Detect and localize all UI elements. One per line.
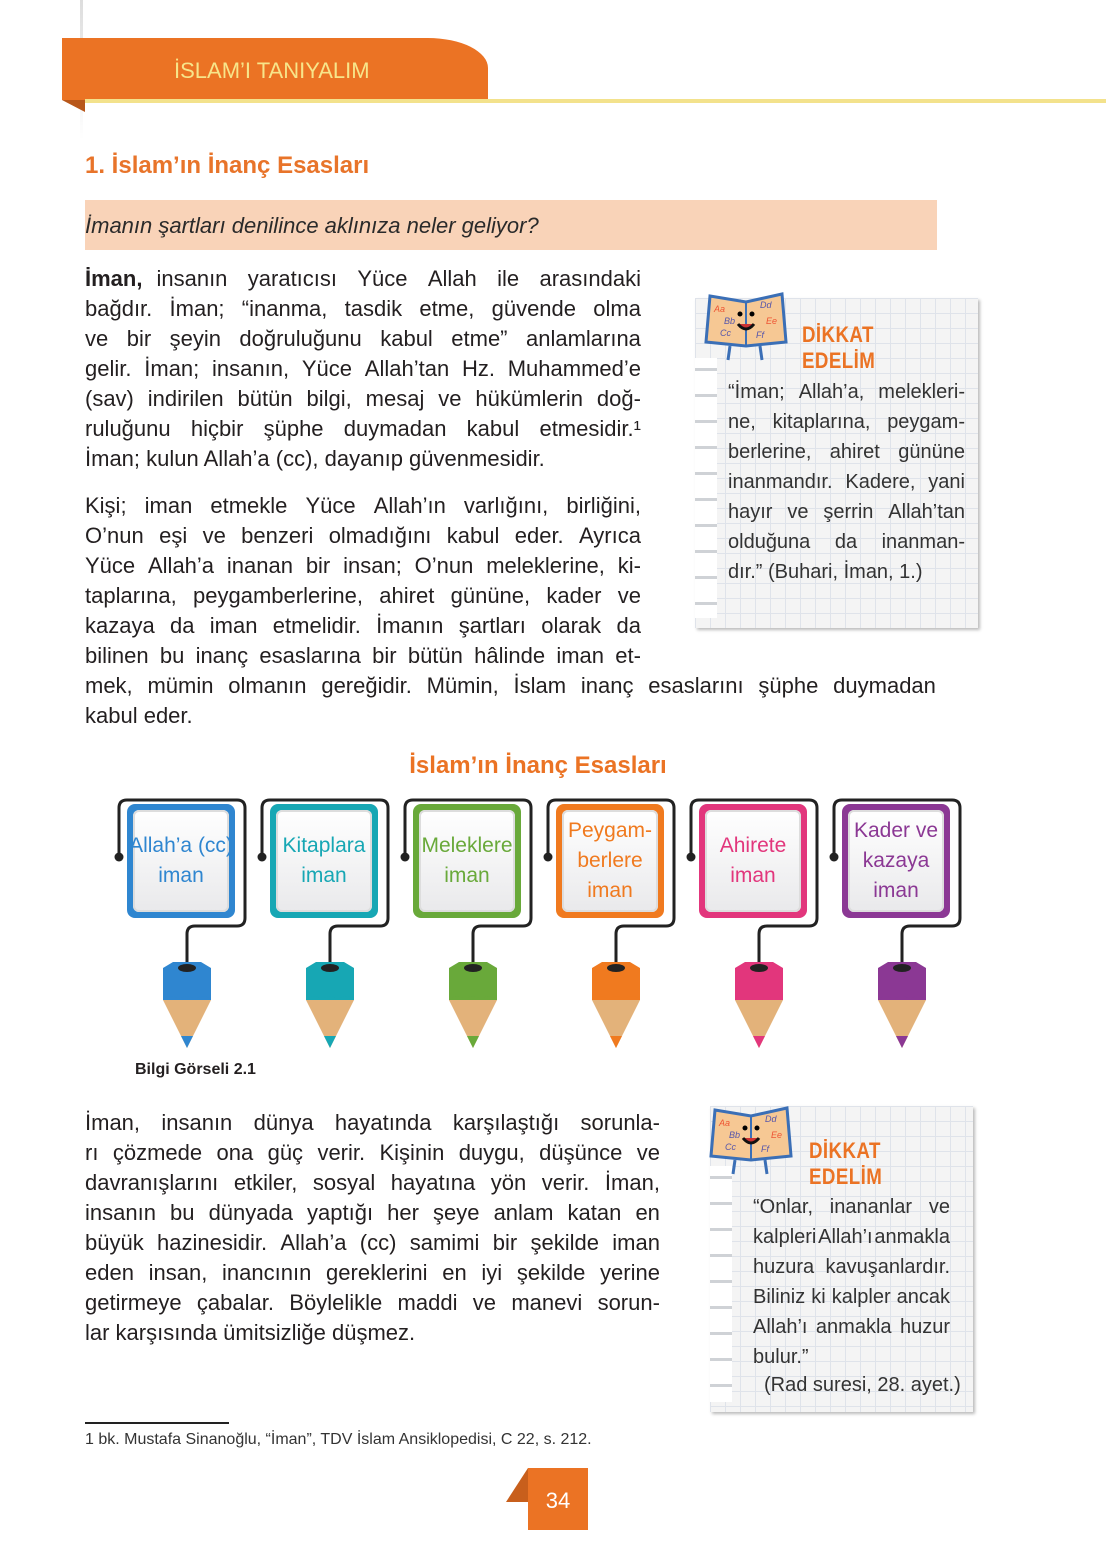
text-line: ruluğunu hiçbir şüphe duymadan kabul etmesidir.¹ bbox=[85, 416, 641, 441]
note-source: (Rad suresi, 28. ayet.) bbox=[764, 1374, 961, 1396]
text-line: (sav) indirilen bütün bilgi, mesaj ve hükümlerin doğ- bbox=[85, 386, 641, 411]
text-line: hayır ve şerrin Allah’tan bbox=[728, 501, 965, 523]
pillar-item bbox=[399, 790, 539, 1060]
pencil-icon bbox=[306, 962, 354, 1048]
section-tab: İSLAM’I TANIYALIM bbox=[62, 38, 488, 100]
pillar-label bbox=[705, 810, 801, 912]
text-line: bağdır. İman; “inanma, tasdik etme, güvende olma bbox=[85, 296, 641, 321]
svg-text:Ee: Ee bbox=[771, 1130, 783, 1140]
svg-text:Dd: Dd bbox=[760, 300, 772, 310]
header-rule bbox=[85, 99, 1106, 103]
text-line: Allah’ı anmakla huzur bbox=[753, 1316, 950, 1338]
pillar-label-line: berlere bbox=[577, 849, 643, 872]
pillar-label bbox=[129, 810, 233, 912]
text-line: insanın bu dünyada yaptığı her şeye anlam katan en bbox=[85, 1200, 660, 1225]
text-line: ve bir şeyin doğruluğunu kabul etme” anlamlarına bbox=[85, 326, 641, 351]
footnote: 1 bk. Mustafa Sinanoğlu, “İman”, TDV İslam Ansiklopedisi, C 22, s. 212. bbox=[85, 1431, 592, 1448]
text-line: bulur.” bbox=[753, 1346, 809, 1368]
text-line: “Onlar, inananlar ve bbox=[753, 1196, 950, 1218]
svg-text:Ee: Ee bbox=[766, 316, 778, 326]
pillar-label-line: Kitaplara bbox=[282, 834, 366, 857]
pillar-label-line: iman bbox=[873, 879, 919, 902]
pillar-label bbox=[419, 810, 515, 912]
svg-text:Aa: Aa bbox=[714, 304, 726, 314]
pillar-item bbox=[256, 790, 396, 1060]
question-text: İmanın şartları denilince aklınıza neler geliyor? bbox=[85, 213, 539, 238]
text-line: berlerine, ahiret gününe bbox=[728, 441, 965, 463]
pillar-item bbox=[685, 790, 825, 1060]
text-line: bilinen bu inanç esaslarına bir bütün hâlinde iman et- bbox=[85, 643, 641, 668]
notebook-spiral bbox=[695, 358, 717, 618]
text-line: Biliniz ki kalpler ancak bbox=[753, 1286, 950, 1308]
text-line: dır.” (Buhari, İman, 1.) bbox=[728, 561, 923, 583]
pillar-label-line: Meleklere bbox=[421, 834, 513, 857]
note-box-2 bbox=[710, 1106, 973, 1412]
pillar-label-line: iman bbox=[444, 864, 490, 887]
note-text bbox=[753, 1192, 950, 1372]
tab-fold bbox=[62, 100, 85, 112]
pillar-label-line: Ahirete bbox=[719, 834, 787, 857]
section-heading: 1. İslam’ın İnanç Esasları bbox=[85, 152, 370, 179]
page-number: 34 bbox=[528, 1468, 588, 1530]
text-line: kabul eder. bbox=[85, 703, 193, 728]
text-line: büyük hazinesidir. Allah’a (cc) samimi bir şekilde iman bbox=[85, 1230, 660, 1255]
faith-pillars-diagram bbox=[0, 790, 1106, 1060]
diagram-title: İslam’ın İnanç Esasları bbox=[409, 752, 667, 779]
text-line: Yüce Allah’a inanan bir insan; O’nun meleklerine, ki- bbox=[85, 553, 641, 578]
pillar-label-line: Peygam- bbox=[567, 819, 653, 842]
question-box bbox=[85, 200, 937, 250]
text-line: rı çözmede ona güç verir. Kişinin duygu, düşünce ve bbox=[85, 1140, 660, 1165]
note-box-1 bbox=[695, 298, 978, 628]
pillar-label-line: Allah’a (cc) bbox=[129, 834, 233, 857]
pillar-label bbox=[276, 810, 372, 912]
pencil-icon bbox=[449, 962, 497, 1048]
svg-text:Ff: Ff bbox=[756, 330, 764, 340]
text-line: gelir. İman; insanın, Yüce Allah’tan Hz. Muhammed’e bbox=[85, 356, 641, 381]
text-line: huzura kavuşanlardır. bbox=[753, 1256, 950, 1278]
svg-text:Cc: Cc bbox=[720, 328, 731, 338]
text-line: lar karşısında ümitsizliğe düşmez. bbox=[85, 1320, 416, 1345]
book-mascot-icon bbox=[700, 284, 795, 362]
pillar-item bbox=[542, 790, 682, 1060]
text-line: taplarına, peygamberlerine, ahiret gününe, kader ve bbox=[85, 583, 641, 608]
pillar-label bbox=[562, 810, 658, 912]
text-line: O’nun eşi ve benzeri olmadığını kabul eder. Ayrıca bbox=[85, 523, 641, 548]
pillar-label-line: Kader ve bbox=[853, 819, 939, 842]
text-line: olduğuna da inanman- bbox=[728, 531, 965, 553]
svg-text:Ff: Ff bbox=[761, 1144, 769, 1154]
pillar-item bbox=[113, 790, 253, 1060]
pencil-icon bbox=[592, 962, 640, 1048]
text-line: getirmeye çabalar. Böylelikle maddi ve manevi sorun- bbox=[85, 1290, 660, 1315]
pencil-icon bbox=[163, 962, 211, 1048]
pillar-item bbox=[828, 790, 968, 1060]
figure-caption: Bilgi Görseli 2.1 bbox=[135, 1061, 256, 1078]
paragraph-3 bbox=[85, 1108, 660, 1348]
pillar-label-line: kazaya bbox=[862, 849, 930, 872]
svg-text:Dd: Dd bbox=[765, 1114, 777, 1124]
paragraph-1 bbox=[85, 264, 641, 474]
pillar-label bbox=[848, 810, 944, 912]
note-title: DİKKAT EDELİM bbox=[809, 1138, 883, 1189]
pencil-icon bbox=[878, 962, 926, 1048]
note-title: DİKKAT EDELİM bbox=[802, 322, 876, 373]
pillar-label-line: iman bbox=[158, 864, 204, 887]
text-line: İman, insanın dünya hayatında karşılaştığı sorunla- bbox=[85, 1110, 660, 1135]
pillar-label-line: iman bbox=[730, 864, 776, 887]
svg-text:Bb: Bb bbox=[729, 1130, 741, 1140]
text-line: Kişi; iman etmekle Yüce Allah’ın varlığını, birliğini, bbox=[85, 493, 641, 518]
page-number-fold bbox=[506, 1468, 528, 1502]
text-line: mek, mümin olmanın gereğidir. Mümin, İslam inanç esaslarını şüphe duymadan bbox=[85, 673, 936, 698]
pencil-icon bbox=[735, 962, 783, 1048]
footnote-rule bbox=[85, 1422, 229, 1424]
lead-word: İman, bbox=[85, 266, 143, 291]
pillar-label-line: iman bbox=[587, 879, 633, 902]
note-text bbox=[728, 377, 965, 587]
text-line: İman; kulun Allah’a (cc), dayanıp güvenmesidir. bbox=[85, 446, 545, 471]
text-line: kazaya da iman etmelidir. İmanın şartları olarak da bbox=[85, 613, 641, 638]
text-line: “İman; Allah’a, melekleri- bbox=[728, 381, 965, 403]
svg-text:Bb: Bb bbox=[724, 316, 736, 326]
book-mascot-icon bbox=[705, 1098, 800, 1176]
svg-text:Aa: Aa bbox=[719, 1118, 731, 1128]
text-line: eden insan, inancının gereklerini en iyi şekilde yerine bbox=[85, 1260, 660, 1285]
text-line: İman, insanın yaratıcısı Yüce Allah ile arasındaki bbox=[85, 264, 641, 294]
text-line: kalpleri Allah’ı anmakla bbox=[753, 1226, 950, 1248]
svg-text:Cc: Cc bbox=[725, 1142, 736, 1152]
text-line: davranışlarını etkiler, sosyal hayatına yön verir. İman, bbox=[85, 1170, 660, 1195]
notebook-spiral bbox=[710, 1166, 732, 1402]
text-line: inanmandır. Kadere, yani bbox=[728, 471, 965, 493]
pillar-label-line: iman bbox=[301, 864, 347, 887]
text-line: ne, kitaplarına, peygam- bbox=[728, 411, 965, 433]
